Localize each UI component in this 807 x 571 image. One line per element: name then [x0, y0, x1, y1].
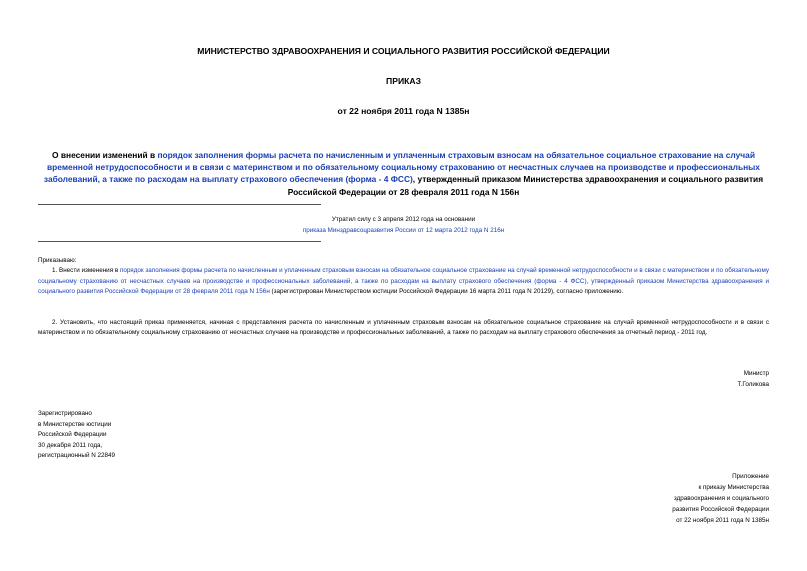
order-text — [38, 256, 769, 298]
registration-line: регистрационный N 22849 — [38, 452, 116, 460]
registration-line: в Министерстве юстиции — [38, 420, 112, 428]
p1-prefix: 1. Внести изменения в — [52, 267, 120, 275]
document-date-number: от 22 ноября 2011 года N 1385н — [337, 106, 470, 116]
p1-link-order[interactable]: порядок заполнения формы расчета по начисленным и уплаченным страховым взносам на обязательное социальное страхование на случай временной нетрудоспособности и в связи с материнством и по обязательному социальному страхованию от несчастных случаев на производстве и профессиональных заболеваний, а также по расходам на выплату страхового обеспечения (форма - 4 ФСС), утвержденный приказом Министерства здравоохранения и социального развития Российской Федерации от 28 февраля 2011 года N 156н — [38, 267, 769, 296]
title-link-order[interactable]: порядок заполнения формы расчета по начисленным и уплаченным страховым взносам на обязательное социальное страхование на случай временной нетрудоспособности и в связи с материнством и по обязательному социальному страхованию от несчастных случаев на производстве и профессиональных заболеваний, а также по расходам на выплату страхового обеспечения (форма - 4 ФСС) — [43, 150, 760, 185]
appendix-line: от 22 ноября 2011 года N 1385н — [676, 517, 769, 524]
lost-force-notice — [200, 214, 607, 236]
divider-bottom — [38, 241, 321, 242]
appendix-block — [672, 471, 769, 526]
lost-force-text: Утратил силу с 3 апреля 2012 года на основании — [331, 216, 476, 223]
document-title — [40, 149, 767, 198]
appendix-line: развития Российской Федерации — [672, 506, 769, 513]
title-suffix: , утвержденный приказом Министерства здравоохранения и социального развития Российской Федерации от 28 февраля 2011 года N 156н — [287, 174, 764, 197]
divider-top — [38, 204, 321, 205]
registration-block — [38, 409, 115, 462]
registration-line: Российской Федерации — [38, 431, 107, 439]
ministry-heading: МИНИСТЕРСТВО ЗДРАВООХРАНЕНИЯ И СОЦИАЛЬНОГО РАЗВИТИЯ РОССИЙСКОЙ ФЕДЕРАЦИИ — [197, 46, 610, 56]
paragraph-2: 2. Установить, что настоящий приказ применяется, начиная с представления расчета по начисленным и уплаченным страховым взносам на обязательное социальное страхование на случай временной нетрудоспособности и в связи с материнством и по обязательному социальному страхованию от несчастных случаев на производстве и профессиональных заболеваний, а также по расходам на выплату страхового обеспечения за отчетный период - 2011 год. — [38, 319, 769, 337]
registration-line: 30 декабря 2011 года, — [38, 441, 103, 449]
paragraph-1 — [38, 266, 769, 297]
appendix-line: к приказу Министерства — [698, 484, 769, 491]
appendix-line: здравоохранения и социального — [673, 495, 769, 502]
document-type: ПРИКАЗ — [386, 76, 421, 86]
appendix-line: Приложение — [732, 473, 769, 480]
signature-position: Министр — [743, 370, 769, 377]
signature-name: Т.Голикова — [737, 381, 769, 388]
p1-suffix: (зарегистрирован Министерством юстиции Российской Федерации 16 марта 2011 года N 20129), согласно приложению. — [269, 288, 624, 296]
title-prefix: О внесении изменений в — [52, 150, 158, 160]
signature-block — [737, 368, 769, 390]
registration-line: Зарегистрировано — [38, 410, 92, 417]
order-word: Приказываю: — [38, 257, 77, 264]
lost-force-link[interactable]: приказа Минздравсоцразвития России от 12 марта 2012 года N 216н — [302, 227, 505, 234]
